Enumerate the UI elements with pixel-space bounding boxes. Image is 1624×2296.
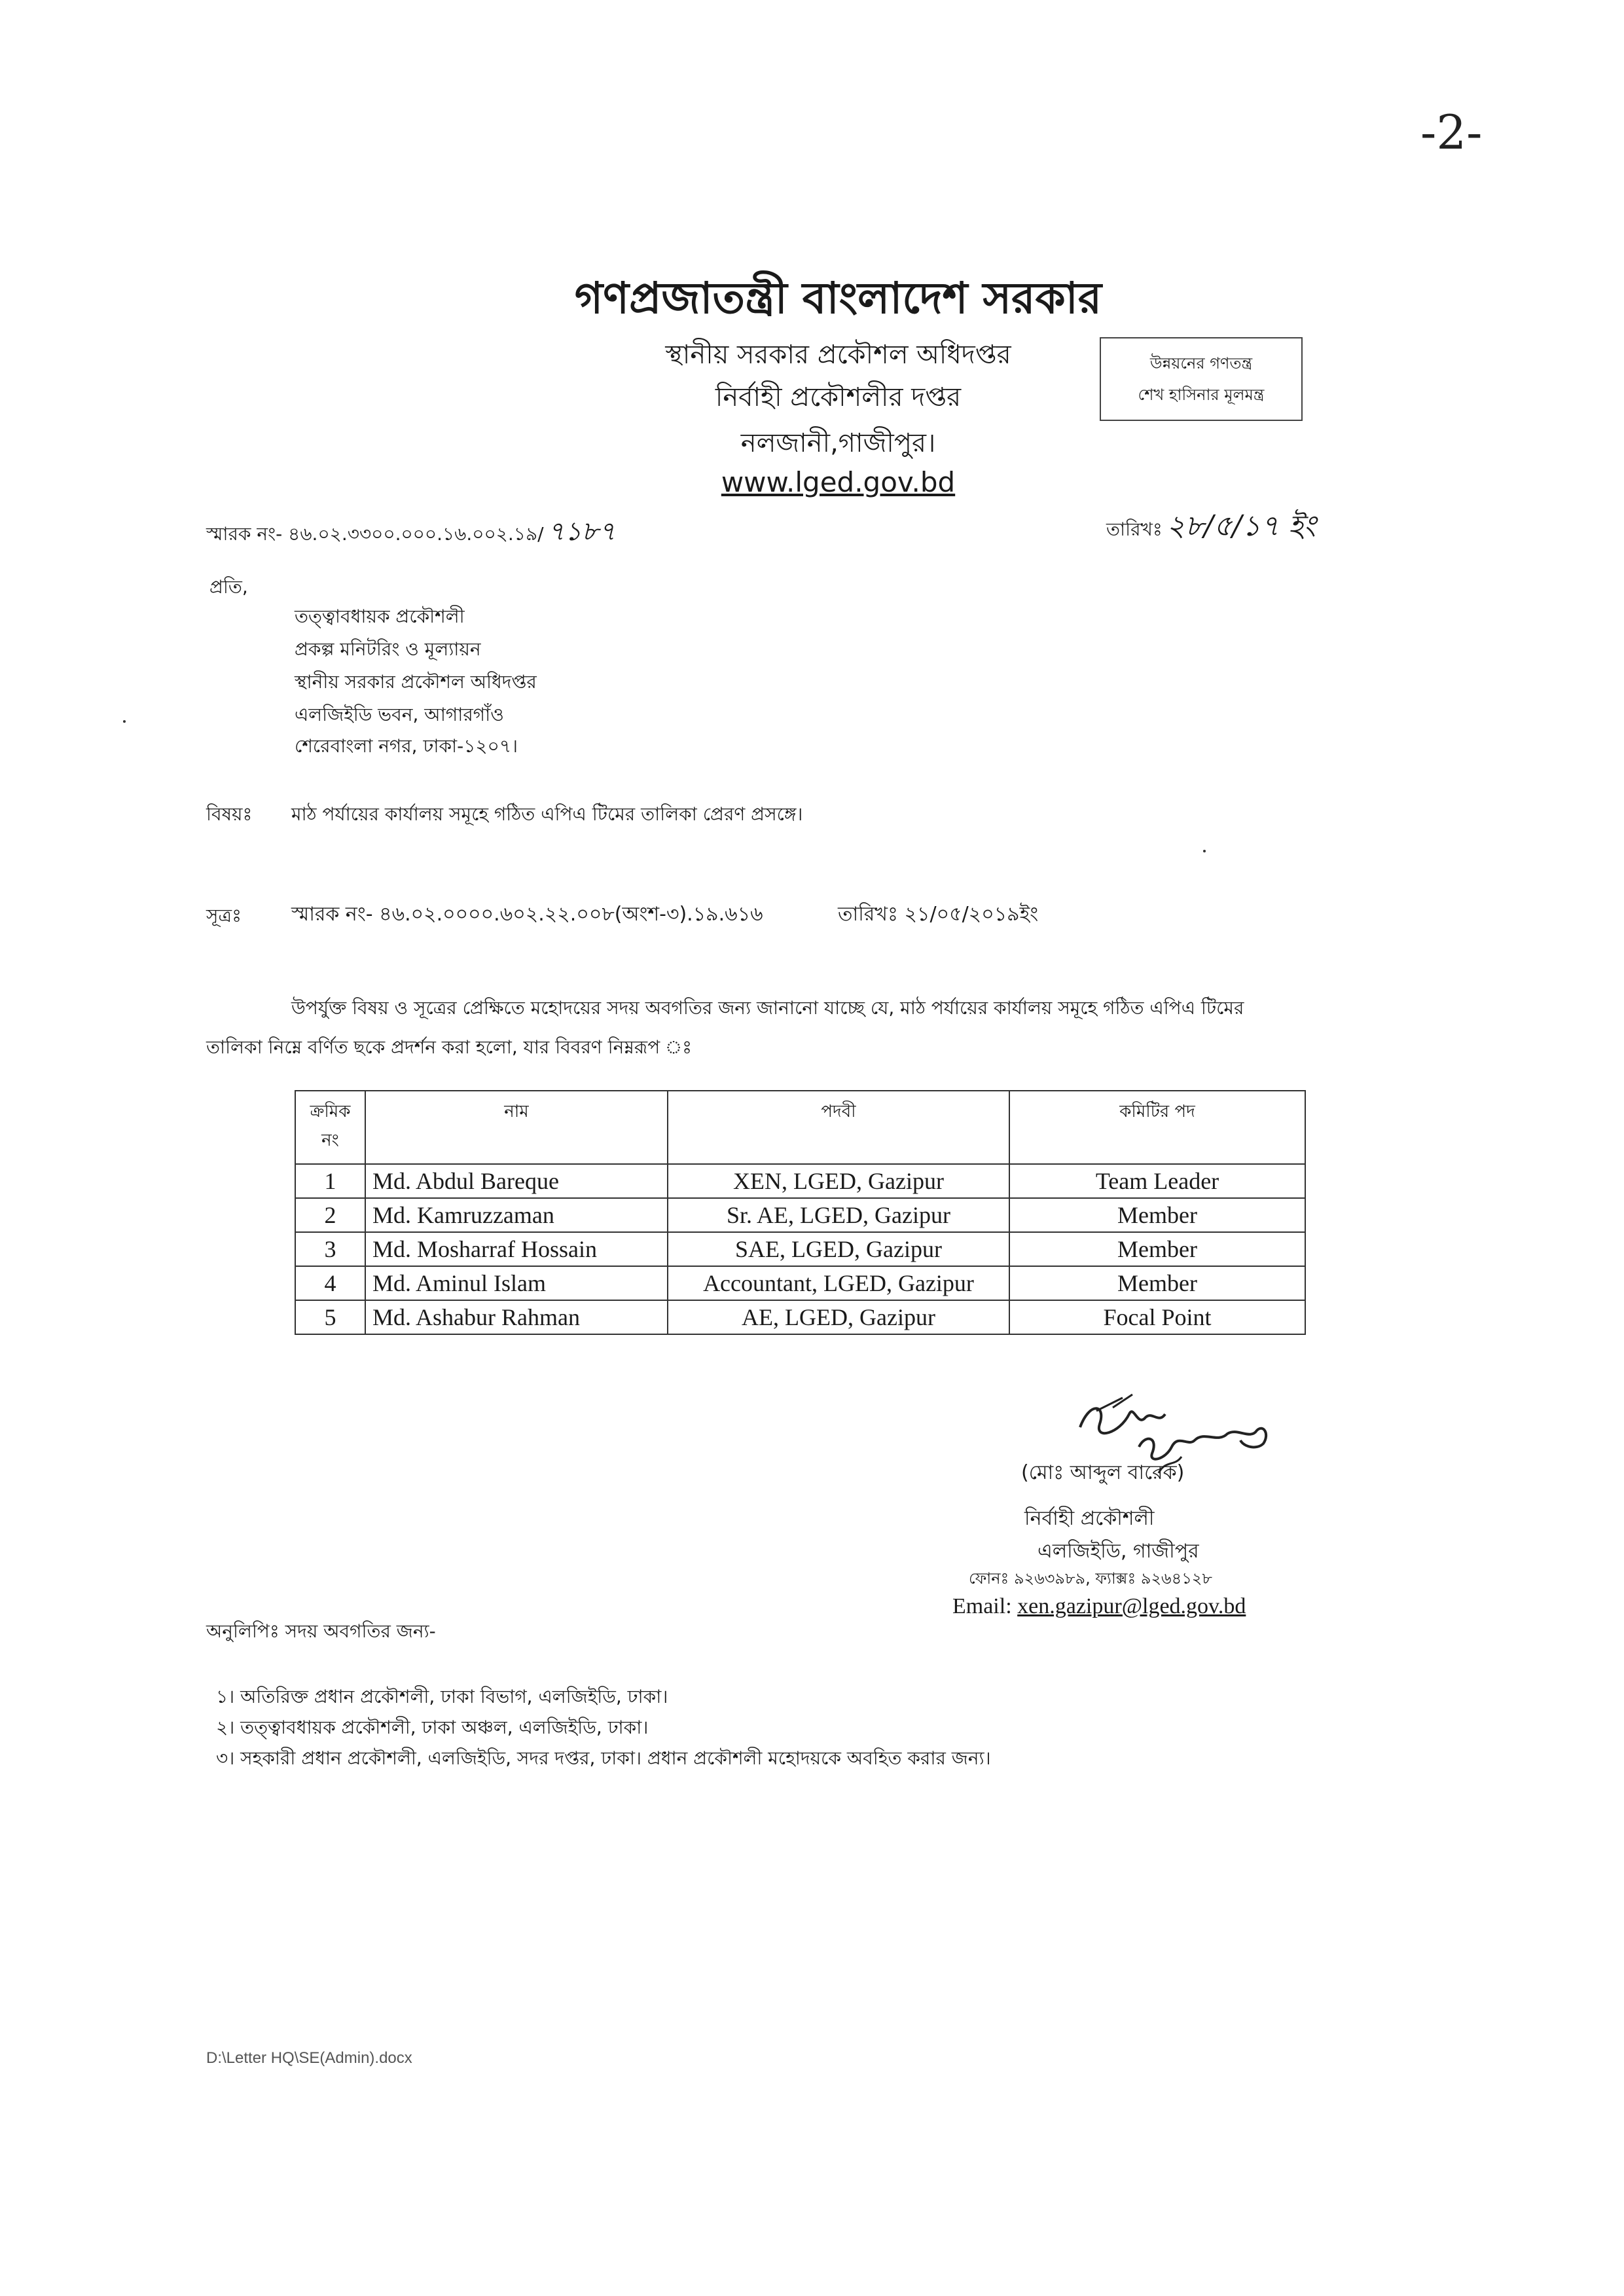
cell-committee-role: Member xyxy=(1009,1266,1305,1300)
memo-date xyxy=(1106,504,1316,552)
cell-designation: SAE, LGED, Gazipur xyxy=(668,1232,1009,1266)
signatory-title: নির্বাহী প্রকৌশলী xyxy=(1024,1507,1155,1530)
copy-to-label: অনুলিপিঃ সদয় অবগতির জন্য- xyxy=(206,1620,436,1642)
copy-item: ১। অতিরিক্ত প্রধান প্রকৌশলী, ঢাকা বিভাগ, এলজিইডি, ঢাকা। xyxy=(216,1686,668,1707)
slogan-line-2: শেখ হাসিনার মূলমন্ত্র xyxy=(1138,386,1265,404)
header-serial: ক্রমিক নং xyxy=(295,1091,365,1164)
cell-serial: 3 xyxy=(295,1232,365,1266)
date-label: তারিখঃ xyxy=(1106,519,1163,540)
cell-name: Md. Abdul Bareque xyxy=(365,1164,668,1198)
government-title: গণপ্রজাতন্ত্রী বাংলাদেশ সরকার xyxy=(574,272,1102,323)
to-label: প্রতি, xyxy=(209,576,248,598)
table-row xyxy=(295,1198,1305,1232)
table-row xyxy=(295,1164,1305,1198)
cell-designation: XEN, LGED, Gazipur xyxy=(668,1164,1009,1198)
body-paragraph-line-1: উপর্যুক্ত বিষয় ও সূত্রের প্রেক্ষিতে মহোদয়ের সদয় অবগতির জন্য জানানো যাচ্ছে যে, মাঠ পর্যায়ের কার্যালয় সমূহে গঠিত এপিএ টিমের xyxy=(291,997,1244,1019)
date-handwritten: ২৮/৫/১৭ ইং xyxy=(1166,509,1316,543)
memo-label: স্মারক নং- xyxy=(206,523,283,545)
cell-serial: 5 xyxy=(295,1300,365,1334)
cell-name: Md. Ashabur Rahman xyxy=(365,1300,668,1334)
header-committee-role: কমিটির পদ xyxy=(1009,1091,1305,1164)
signatory-office: এলজিইডি, গাজীপুর xyxy=(1038,1540,1199,1563)
scan-speck xyxy=(123,720,126,723)
table-row xyxy=(295,1266,1305,1300)
recipient-line: তত্ত্বাবধায়ক প্রকৌশলী xyxy=(295,606,465,627)
cell-designation: Sr. AE, LGED, Gazipur xyxy=(668,1198,1009,1232)
cell-name: Md. Mosharraf Hossain xyxy=(365,1232,668,1266)
table-row xyxy=(295,1300,1305,1334)
recipient-line: শেরেবাংলা নগর, ঢাকা-১২০৭। xyxy=(295,735,518,757)
website xyxy=(0,466,1624,498)
slogan-box xyxy=(1100,337,1303,421)
office-location: নলজানী,গাজীপুর। xyxy=(740,428,936,458)
signatory-name: (মোঃ আব্দুল বারেক) xyxy=(1021,1461,1185,1484)
cell-name: Md. Aminul Islam xyxy=(365,1266,668,1300)
cell-committee-role: Member xyxy=(1009,1198,1305,1232)
cell-committee-role: Member xyxy=(1009,1232,1305,1266)
reference-label: সূত্রঃ xyxy=(206,905,242,926)
header-name: নাম xyxy=(365,1091,668,1164)
website-link[interactable]: www.lged.gov.bd xyxy=(721,466,956,498)
copy-item: ২। তত্ত্বাবধায়ক প্রকৌশলী, ঢাকা অঞ্চল, এলজিইডি, ঢাকা। xyxy=(216,1717,649,1738)
recipient-line: প্রকল্প মনিটরিং ও মূল্যায়ন xyxy=(295,638,481,660)
email-label: Email: xyxy=(952,1594,1012,1618)
recipient-line: এলজিইডি ভবন, আগারগাঁও xyxy=(295,704,504,725)
memo-value: ৪৬.০২.৩৩০০.০০০.১৬.০০২.১৯/ xyxy=(288,523,544,545)
cell-name: Md. Kamruzzaman xyxy=(365,1198,668,1232)
page-number-mark: -2- xyxy=(1420,105,1483,160)
table-row xyxy=(295,1232,1305,1266)
table-header-row xyxy=(295,1091,1305,1164)
memo-number xyxy=(206,511,616,555)
phone-fax: ফোনঃ ৯২৬৩৯৮৯, ফ্যাক্সঃ ৯২৬৪১২৮ xyxy=(969,1569,1212,1588)
subject-text: মাঠ পর্যায়ের কার্যালয় সমূহে গঠিত এপিএ টিমের তালিকা প্রেরণ প্রসঙ্গে। xyxy=(291,803,803,825)
header-designation: পদবী xyxy=(668,1091,1009,1164)
cell-serial: 4 xyxy=(295,1266,365,1300)
reference-date: তারিখঃ ২১/০৫/২০১৯ইং xyxy=(838,903,1039,926)
scan-speck xyxy=(1203,850,1206,852)
email-line xyxy=(952,1594,1246,1619)
office-name: নির্বাহী প্রকৌশলীর দপ্তর xyxy=(715,382,962,412)
body-paragraph-line-2: তালিকা নিম্নে বর্ণিত ছকে প্রদর্শন করা হলো, যার বিবরণ নিম্নরূপ ঃ xyxy=(206,1036,693,1058)
recipient-line: স্থানীয় সরকার প্রকৌশল অধিদপ্তর xyxy=(295,671,537,693)
slogan-line-1: উন্নয়নের গণতন্ত্র xyxy=(1149,354,1253,373)
apa-team-table xyxy=(295,1090,1306,1335)
cell-designation: AE, LGED, Gazipur xyxy=(668,1300,1009,1334)
cell-serial: 2 xyxy=(295,1198,365,1232)
department-name: স্থানীয় সরকার প্রকৌশল অধিদপ্তর xyxy=(665,340,1011,370)
copy-item: ৩। সহকারী প্রধান প্রকৌশলী, এলজিইডি, সদর দপ্তর, ঢাকা। প্রধান প্রকৌশলী মহোদয়কে অবহিত করার জন্য। xyxy=(216,1747,991,1769)
memo-handwritten-number: ৭১৮৭ xyxy=(547,517,616,547)
file-path-footer: D:\Letter HQ\SE(Admin).docx xyxy=(206,2049,412,2067)
cell-committee-role: Team Leader xyxy=(1009,1164,1305,1198)
email-link[interactable]: xen.gazipur@lged.gov.bd xyxy=(1017,1594,1246,1618)
cell-designation: Accountant, LGED, Gazipur xyxy=(668,1266,1009,1300)
subject-label: বিষয়ঃ xyxy=(206,803,253,825)
reference-text: স্মারক নং- ৪৬.০২.০০০০.৬০২.২২.০০৮(অংশ-৩).১৯.৬১৬ xyxy=(291,903,763,926)
cell-serial: 1 xyxy=(295,1164,365,1198)
cell-committee-role: Focal Point xyxy=(1009,1300,1305,1334)
